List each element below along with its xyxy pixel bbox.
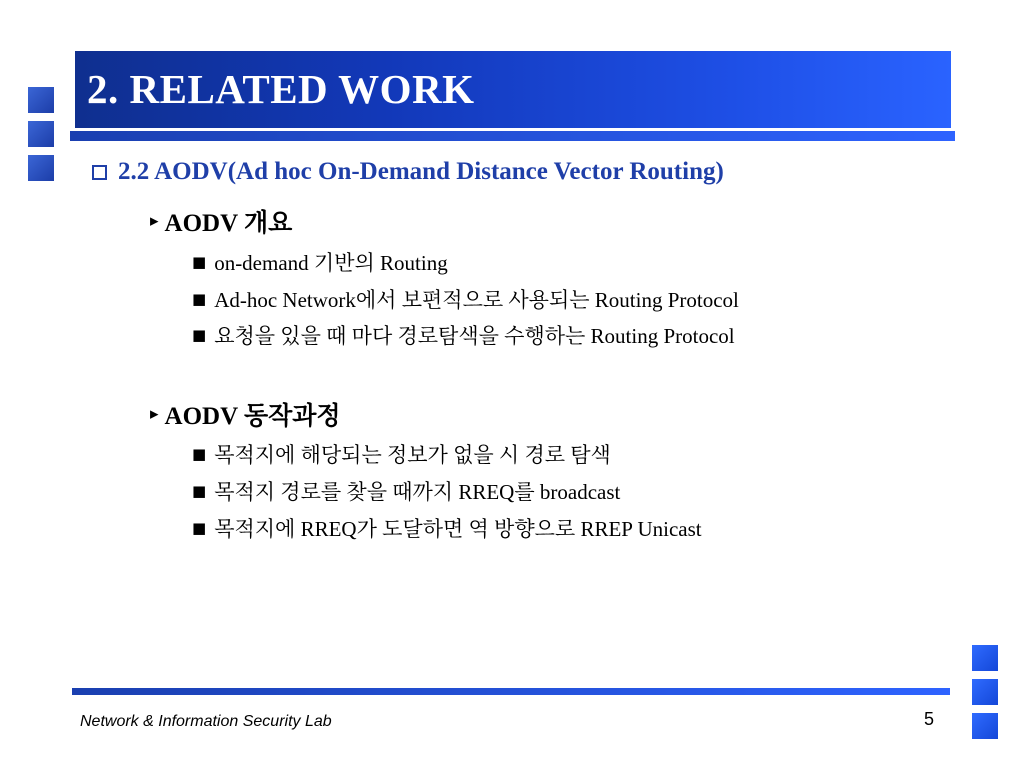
section-heading [92,158,724,186]
square-bullet-icon: ■ [192,519,207,537]
list-item [192,513,702,543]
list-item-text: on-demand 기반의 Routing [214,251,448,275]
square-bullet-icon: ■ [192,326,207,344]
square-bullet-icon: ■ [192,253,207,271]
hollow-square-bullet-icon [92,165,107,180]
square-bullet-icon: ■ [192,482,207,500]
list-item [192,476,620,506]
page-number: 5 [924,709,935,729]
decor-square-3 [28,155,54,181]
footer-line [72,688,950,695]
decor-square-6 [972,713,998,739]
section-heading-text: 2.2 AODV(Ad hoc On-Demand Distance Vector Routing) [118,158,724,185]
list-item [192,247,448,277]
title-bar [75,51,951,128]
list-item-text: 목적지 경로를 찾을 때까지 RREQ를 broadcast [214,480,621,504]
triangle-bullet-icon: ▸ [150,404,159,424]
decor-square-1 [28,87,54,113]
subheading-operation [150,396,341,432]
square-bullet-icon: ■ [192,445,207,463]
decor-square-4 [972,645,998,671]
decor-square-5 [972,679,998,705]
subheading-text: AODV 동작과정 [164,403,341,430]
list-item-text: 목적지에 RREQ가 도달하면 역 방향으로 RREP Unicast [214,517,702,541]
triangle-bullet-icon: ▸ [150,211,159,231]
list-item [192,320,735,350]
slide-title: 2. RELATED WORK [87,66,475,112]
subheading-overview [150,203,292,239]
list-item [192,284,739,314]
list-item-text: Ad-hoc Network에서 보편적으로 사용되는 Routing Protocol [214,288,739,312]
footer-lab-name: Network & Information Security Lab [80,713,332,730]
square-bullet-icon: ■ [192,290,207,308]
subheading-text: AODV 개요 [164,210,293,237]
list-item-text: 목적지에 해당되는 정보가 없을 시 경로 탐색 [214,443,611,467]
list-item-text: 요청을 있을 때 마다 경로탐색을 수행하는 Routing Protocol [214,324,735,348]
title-underline [70,131,955,141]
decor-square-2 [28,121,54,147]
list-item [192,439,611,469]
